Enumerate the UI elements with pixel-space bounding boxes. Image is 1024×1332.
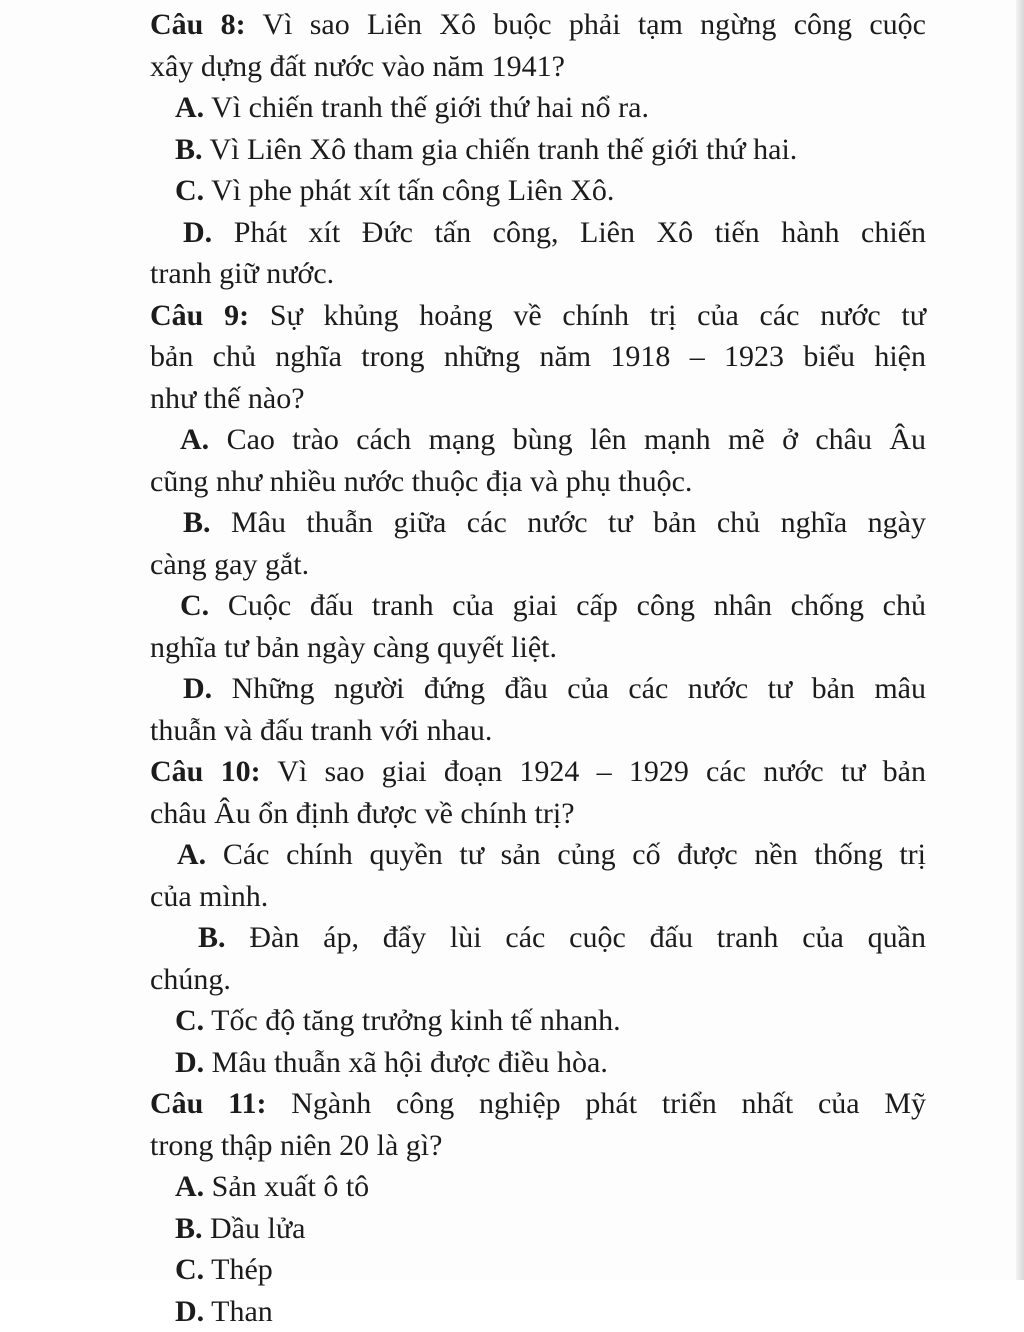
option-label: A. [180,423,209,456]
option-text: Phát xít Đức tấn công, Liên Xô tiến hành chiến [234,216,926,249]
question-8-option-a [150,87,926,129]
question-9-option-c-line-2: nghĩa tư bản ngày càng quyết liệt. [150,627,926,669]
option-label: B. [175,1212,203,1245]
question-10-stem-line-1 [150,751,926,793]
question-10-option-a-line-2: của mình. [150,876,926,918]
option-text: Dầu lửa [210,1212,305,1245]
cut-off-header-text [150,0,247,2]
option-label: B. [183,506,211,539]
option-text: Những người đứng đầu của các nước tư bản mâu [232,672,926,705]
question-8-option-d-line-2: tranh giữ nước. [150,253,926,295]
question-9-label: Câu 9: [150,299,249,332]
question-8-stem-line-2: xây dựng đất nước vào năm 1941? [150,46,926,88]
question-9-option-b [150,502,926,544]
option-text: Các chính quyền tư sản củng cố được nền thống trị [223,838,926,871]
option-text: Cao trào cách mạng bùng lên mạnh mẽ ở châu Âu [227,423,926,456]
question-9-option-d-line-2: thuẫn và đấu tranh với nhau. [150,710,926,752]
option-label: C. [180,589,209,622]
question-11-option-d [150,1291,926,1332]
question-10-stem-line-2: châu Âu ổn định được về chính trị? [150,793,926,835]
question-8-label: Câu 8: [150,8,246,41]
option-label: D. [175,1046,204,1079]
option-text: Tốc độ tăng trưởng kinh tế nhanh. [211,1004,621,1037]
question-9-option-a [150,419,926,461]
option-text: Than [211,1295,273,1328]
question-10-option-c [150,1000,926,1042]
option-text: Thép [211,1253,273,1286]
cut-off-header-line [150,0,926,4]
question-11-stem-text-1: Ngành công nghiệp phát triển nhất của Mỹ [291,1087,926,1120]
option-label: C. [175,1004,204,1037]
question-11-label: Câu 11: [150,1087,266,1120]
question-9-option-c [150,585,926,627]
question-11-option-a [150,1166,926,1208]
option-text: Mâu thuẫn giữa các nước tư bản chủ nghĩa ngày [231,506,926,539]
page-edge-shadow [1016,0,1024,1280]
option-label: A. [175,1170,204,1203]
question-9-stem-line-1 [150,295,926,337]
question-8-option-c [150,170,926,212]
question-11 [150,1083,926,1332]
option-label: B. [175,133,203,166]
option-text: Vì Liên Xô tham gia chiến tranh thế giới thứ hai. [209,133,797,166]
question-11-stem-line-2: trong thập niên 20 là gì? [150,1125,926,1167]
option-text: Mâu thuẫn xã hội được điều hòa. [212,1046,608,1079]
option-text: Vì phe phát xít tấn công Liên Xô. [211,174,614,207]
question-9-stem-line-2: bản chủ nghĩa trong những năm 1918 – 1923 biểu hiện [150,336,926,378]
option-label: A. [177,838,206,871]
question-10-option-a [150,834,926,876]
question-9-option-b-line-2: càng gay gắt. [150,544,926,586]
question-11-option-b [150,1208,926,1250]
question-9-option-d [150,668,926,710]
question-8-stem-text-1: Vì sao Liên Xô buộc phải tạm ngừng công cuộc [262,8,926,41]
option-label: D. [183,672,212,705]
question-10-stem-text-1: Vì sao giai đoạn 1924 – 1929 các nước tư bản [277,755,926,788]
question-9-option-a-line-2: cũng như nhiều nước thuộc địa và phụ thuộc. [150,461,926,503]
option-label: C. [175,174,204,207]
question-8-option-b [150,129,926,171]
document-body [150,0,926,1332]
option-label: C. [175,1253,204,1286]
option-label: A. [175,91,204,124]
question-11-stem-line-1 [150,1083,926,1125]
question-9-stem-text-1: Sự khủng hoảng về chính trị của các nước tư [270,299,926,332]
question-10-option-d [150,1042,926,1084]
option-label: D. [175,1295,204,1328]
option-label: D. [183,216,212,249]
option-text: Sản xuất ô tô [212,1170,370,1203]
question-9 [150,295,926,752]
option-text: Đàn áp, đẩy lùi các cuộc đấu tranh của quần [249,921,926,954]
question-8-stem-line-1 [150,4,926,46]
question-11-option-c [150,1249,926,1291]
question-8-option-d [150,212,926,254]
option-text: Vì chiến tranh thế giới thứ hai nổ ra. [211,91,649,124]
question-10-label: Câu 10: [150,755,261,788]
question-10-option-b [150,917,926,959]
question-10-option-b-line-2: chúng. [150,959,926,1001]
question-9-stem-line-3: như thế nào? [150,378,926,420]
option-label: B. [198,921,226,954]
question-8 [150,4,926,295]
question-10 [150,751,926,1083]
option-text: Cuộc đấu tranh của giai cấp công nhân chống chủ [228,589,926,622]
